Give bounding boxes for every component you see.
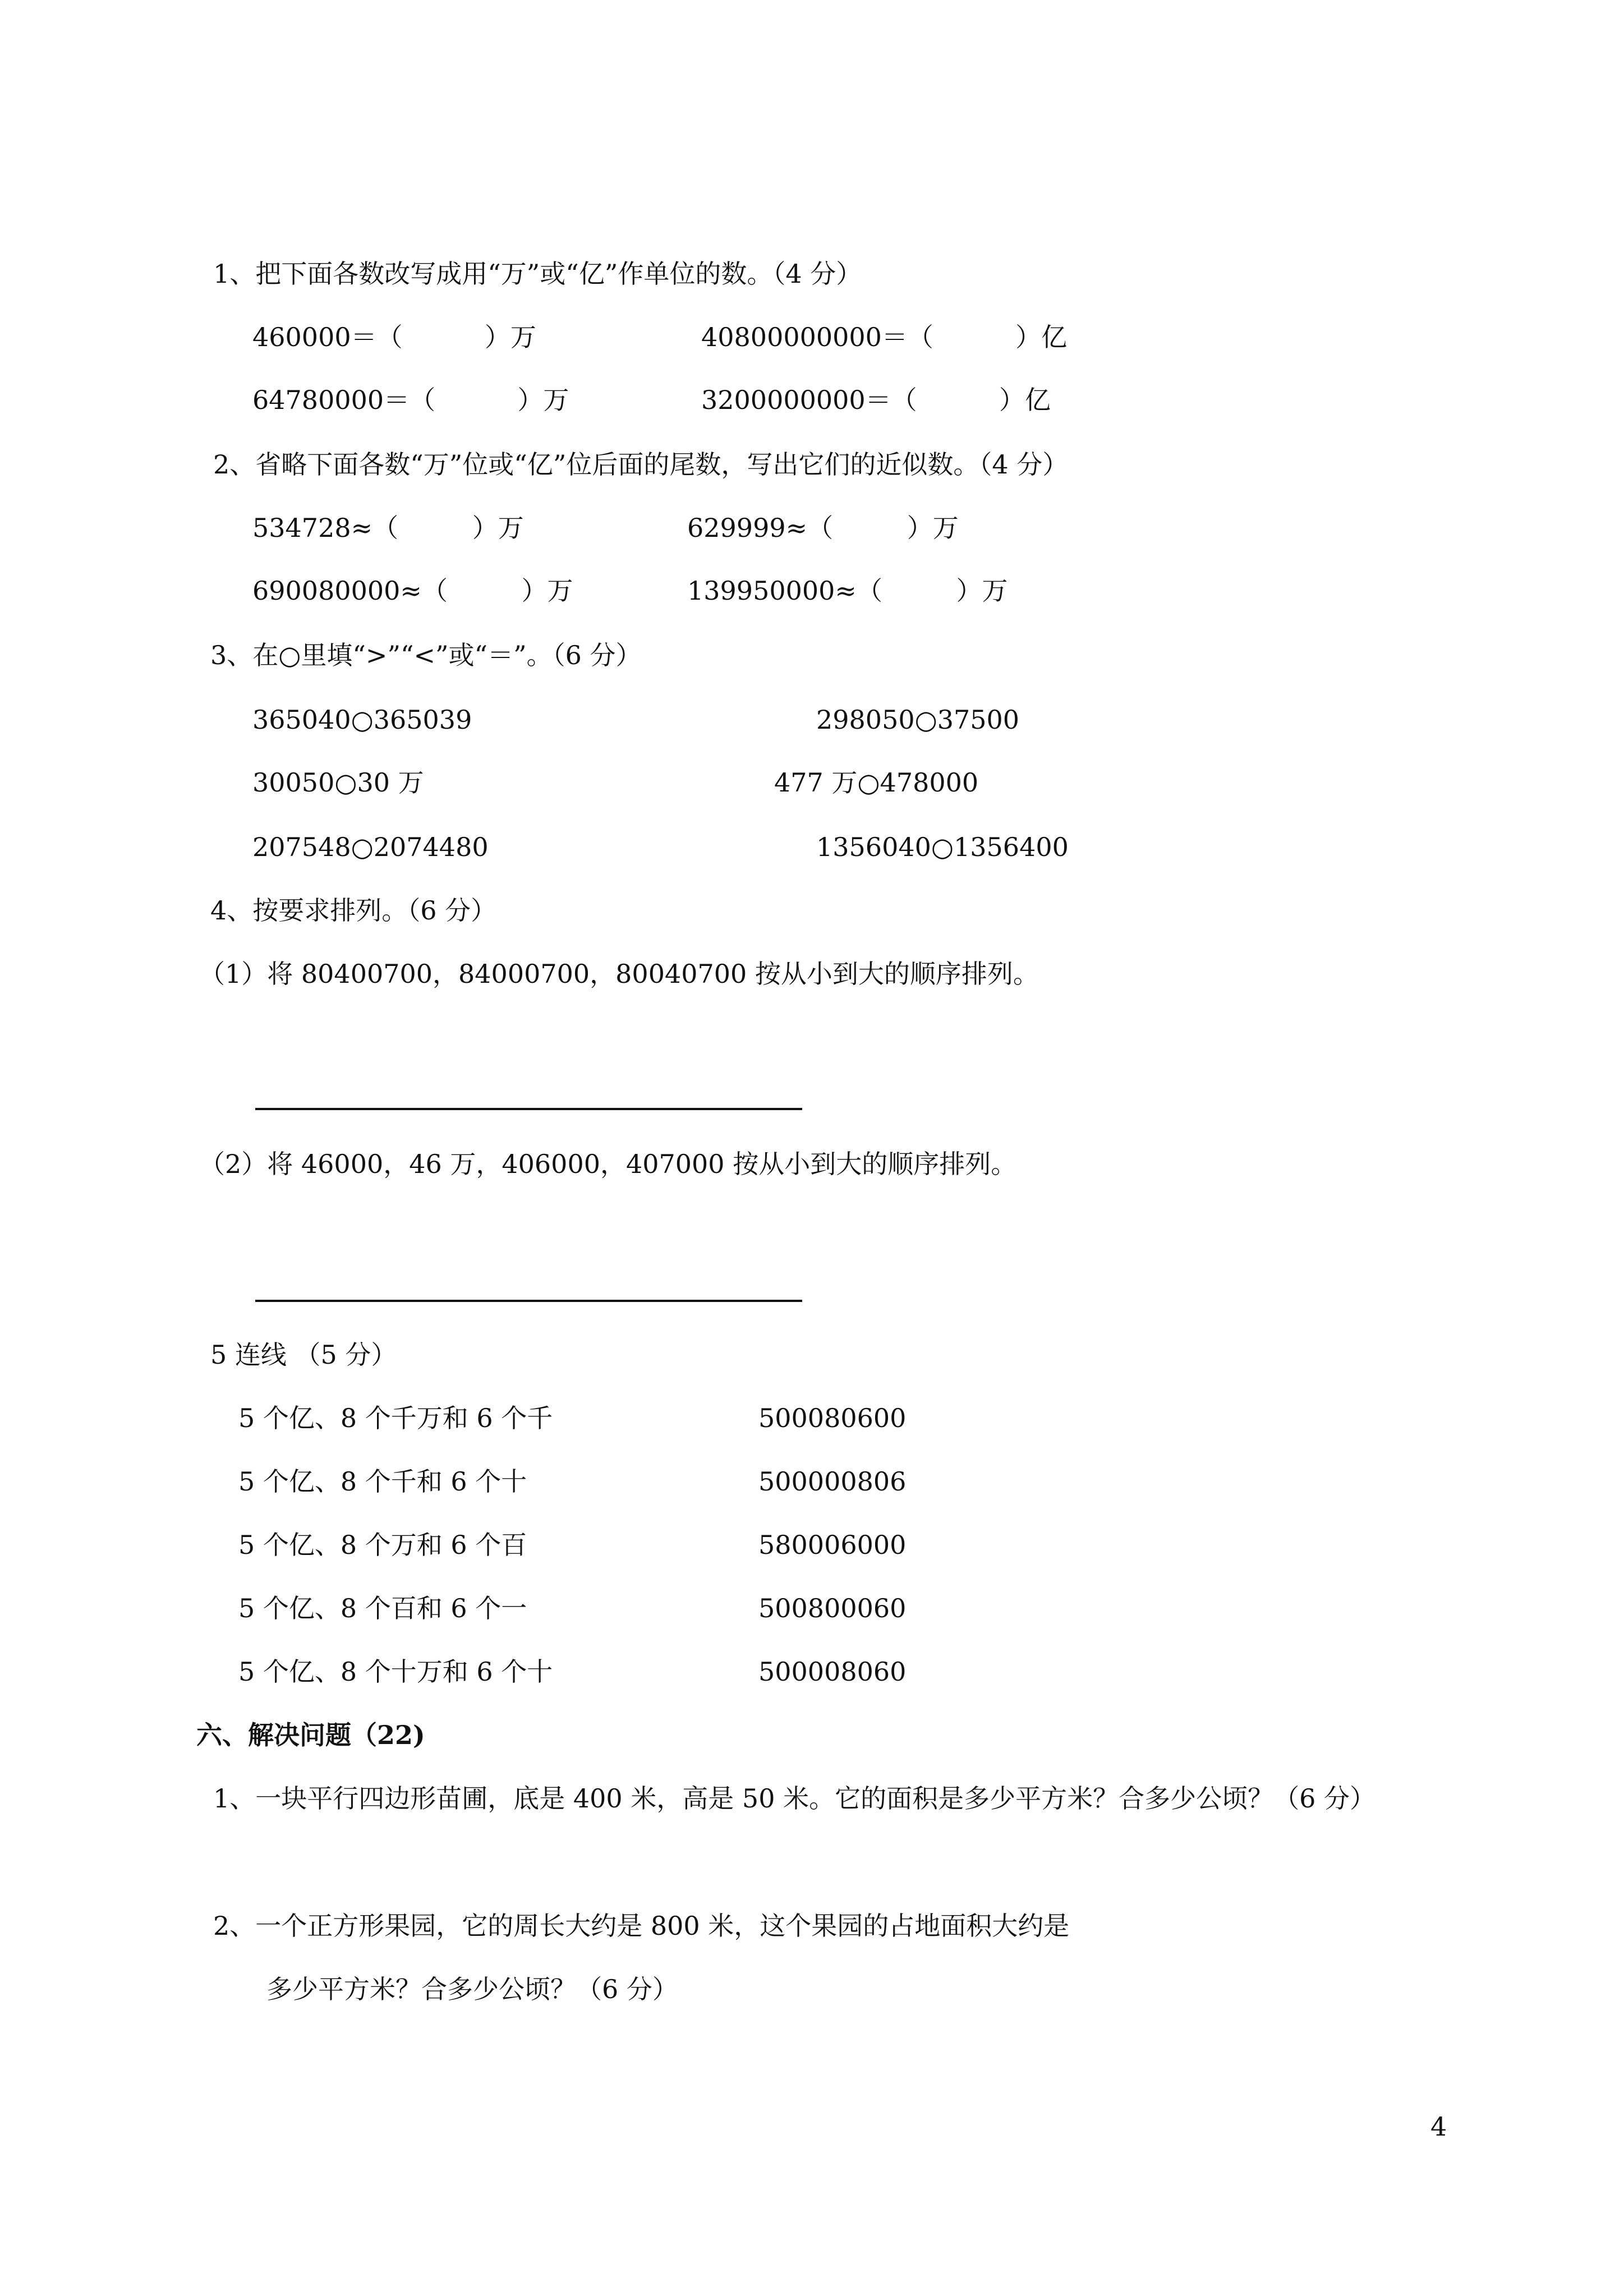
q2-item-4: 139950000≈（ ）万 [687, 576, 1008, 606]
section6-problem-1: 1、一块平行四边形苗圃，底是 400 米，高是 50 米。它的面积是多少平方米？合多少公顷？（6 分） [213, 1783, 1375, 1814]
q2-item-1: 534728≈（ ）万 [252, 513, 524, 543]
q5-right-5: 500008060 [758, 1657, 907, 1687]
q5-right-4: 500800060 [758, 1593, 907, 1623]
q1-item-1: 460000＝（ ）万 [252, 322, 536, 352]
q3-item-5: 207548○2074480 [252, 832, 489, 862]
q2-item-2: 629999≈（ ）万 [687, 513, 959, 543]
q3-title: 3、在○里填“>”“<”或“＝”。（6 分） [210, 640, 642, 670]
q5-right-1: 500080600 [758, 1403, 907, 1433]
q5-left-5: 5 个亿、8 个十万和 6 个十 [238, 1657, 553, 1687]
q1-item-4: 3200000000＝（ ）亿 [701, 385, 1051, 415]
section6-title: 六、解决问题（22) [196, 1720, 425, 1750]
q3-item-6: 1356040○1356400 [816, 832, 1069, 862]
q4-part1: （1）将 80400700，84000700，80040700 按从小到大的顺序排列。 [199, 959, 1039, 989]
q3-item-4: 477 万○478000 [774, 767, 979, 798]
q5-right-2: 500000806 [758, 1466, 907, 1497]
q2-item-3: 690080000≈（ ）万 [252, 576, 573, 606]
q5-left-1: 5 个亿、8 个千万和 6 个千 [238, 1403, 553, 1433]
q4-title: 4、按要求排列。（6 分） [210, 895, 497, 926]
q5-left-2: 5 个亿、8 个千和 6 个十 [238, 1466, 527, 1497]
q1-item-3: 64780000＝（ ）万 [252, 385, 569, 415]
q5-left-3: 5 个亿、8 个万和 6 个百 [238, 1530, 527, 1560]
q4-answer-line-1[interactable] [255, 1108, 802, 1110]
page-number: 4 [1430, 2111, 1447, 2142]
q4-answer-line-2[interactable] [255, 1300, 802, 1302]
q1-title: 1、把下面各数改写成用“万”或“亿”作单位的数。（4 分） [213, 259, 862, 289]
q5-left-4: 5 个亿、8 个百和 6 个一 [238, 1593, 527, 1623]
q2-title: 2、省略下面各数“万”位或“亿”位后面的尾数，写出它们的近似数。（4 分） [213, 449, 1069, 480]
q3-item-2: 298050○37500 [816, 705, 1020, 735]
section6-problem-2-line2: 多少平方米？合多少公顷？（6 分） [266, 1974, 678, 2004]
q3-item-1: 365040○365039 [252, 705, 472, 735]
q4-part2: （2）将 46000，46 万，406000，407000 按从小到大的顺序排列。 [199, 1149, 1017, 1179]
q5-right-3: 580006000 [758, 1530, 907, 1560]
q3-item-3: 30050○30 万 [252, 767, 424, 798]
section6-problem-2-line1: 2、一个正方形果园，它的周长大约是 800 米，这个果园的占地面积大约是 [213, 1911, 1070, 1941]
q5-title: 5 连线 （5 分） [210, 1340, 397, 1370]
q1-item-2: 40800000000＝（ ）亿 [701, 322, 1068, 352]
